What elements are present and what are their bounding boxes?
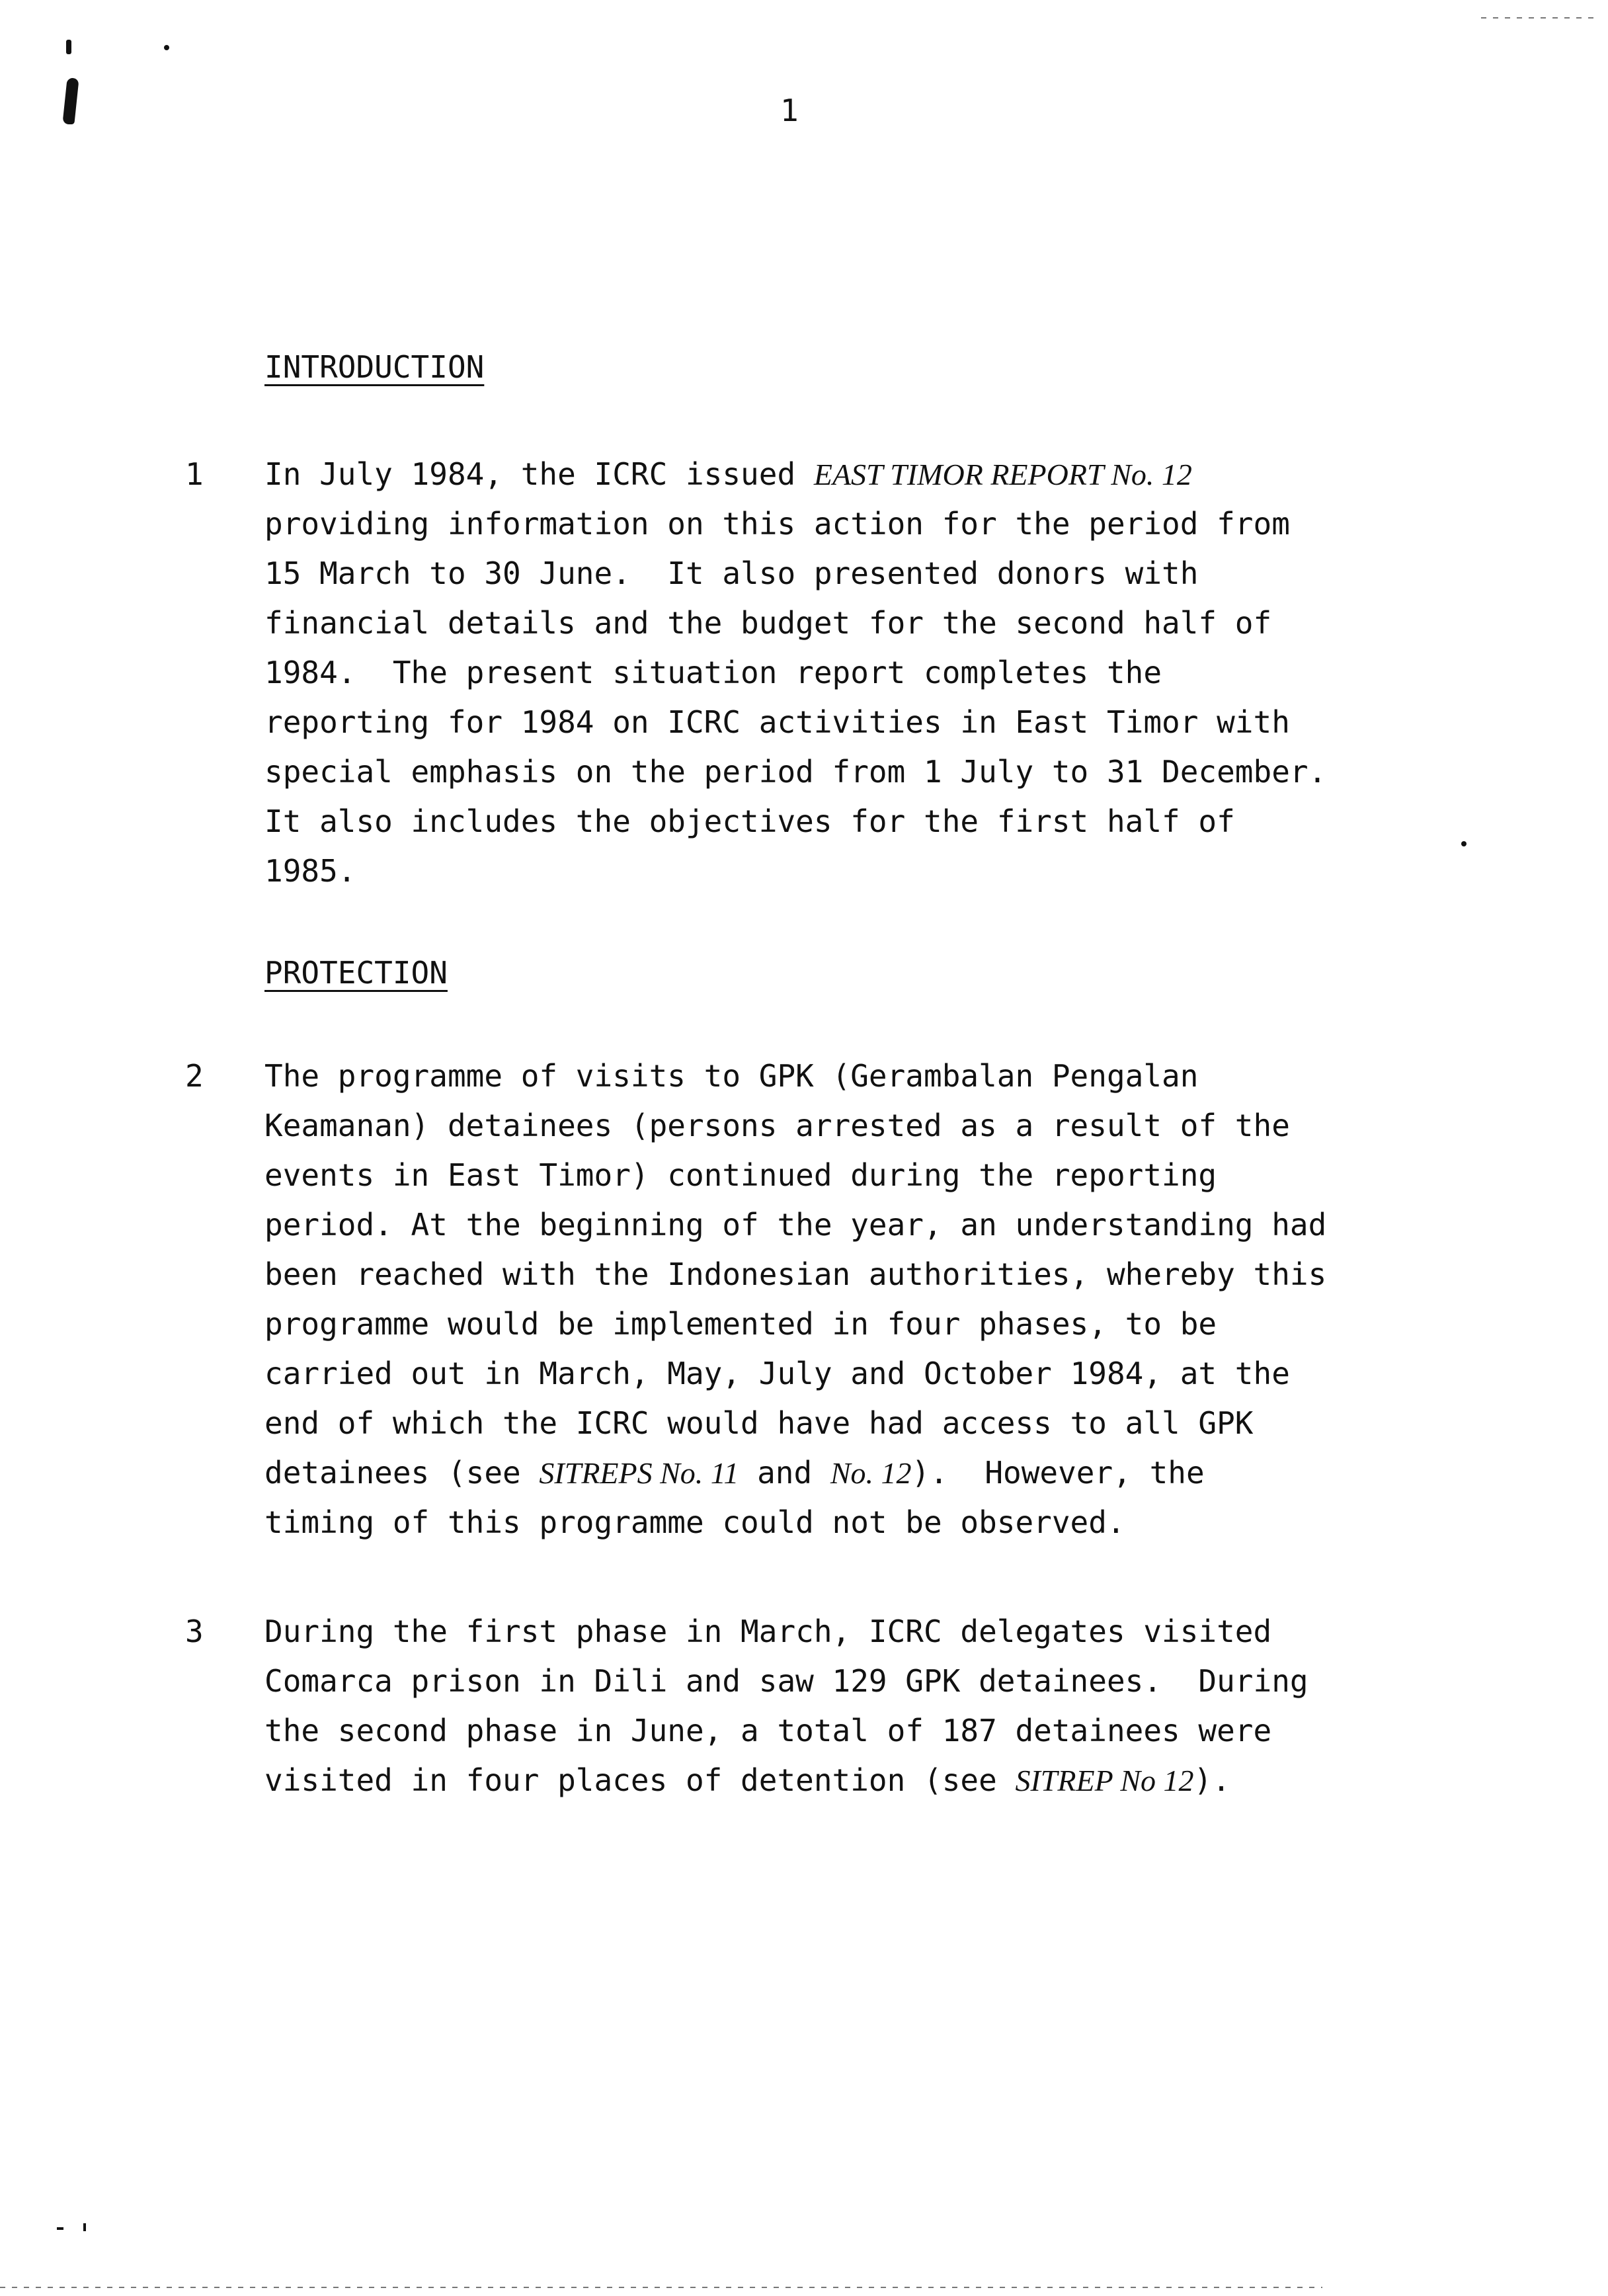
paragraph-number: 2 bbox=[185, 1058, 204, 1094]
paragraph-number: 3 bbox=[185, 1614, 204, 1649]
paragraph-line: In July 1984, the ICRC issued EAST TIMOR REPORT No. 12 bbox=[264, 456, 1192, 492]
paragraph-line: financial details and the budget for the second half of bbox=[264, 605, 1272, 641]
paragraph-line: 1984. The present situation report completes the bbox=[264, 655, 1162, 690]
paragraph-line: carried out in March, May, July and October 1984, at the bbox=[264, 1356, 1290, 1391]
scan-mark-bottom-left-2 bbox=[83, 2223, 86, 2231]
scan-mark-left-blot bbox=[62, 78, 79, 124]
paragraph-line: Keamanan) detainees (persons arrested as a result of the bbox=[264, 1108, 1290, 1143]
paragraph-body bbox=[264, 450, 1521, 896]
section-heading-protection: PROTECTION bbox=[264, 955, 448, 991]
page-number: 1 bbox=[780, 93, 799, 128]
scan-mark-top-left-dot bbox=[164, 45, 169, 50]
scan-line-bottom bbox=[0, 2287, 1322, 2288]
paragraph-line: providing information on this action for the period from bbox=[264, 506, 1290, 542]
paragraph-body bbox=[264, 1607, 1521, 1805]
paragraph-line: 15 March to 30 June. It also presented donors with bbox=[264, 555, 1199, 591]
scan-line-top-right bbox=[1481, 17, 1593, 19]
paragraph-line: visited in four places of detention (see SITREP No 12). bbox=[264, 1762, 1230, 1798]
paragraph-line: special emphasis on the period from 1 July to 31 December. bbox=[264, 754, 1327, 790]
paragraph-line: It also includes the objectives for the first half of bbox=[264, 803, 1235, 839]
scan-mark-bottom-left bbox=[57, 2227, 63, 2230]
paragraph-line: timing of this programme could not be observed. bbox=[264, 1504, 1125, 1540]
paragraph-line: been reached with the Indonesian authorities, whereby this bbox=[264, 1256, 1327, 1292]
paragraph-line: period. At the beginning of the year, an understanding had bbox=[264, 1207, 1327, 1243]
scan-mark-top-left bbox=[66, 40, 71, 54]
paragraph-line: end of which the ICRC would have had access to all GPK bbox=[264, 1405, 1254, 1441]
paragraph-line: events in East Timor) continued during the reporting bbox=[264, 1157, 1217, 1193]
paragraph-line: During the first phase in March, ICRC delegates visited bbox=[264, 1614, 1272, 1649]
paragraph-line: the second phase in June, a total of 187 detainees were bbox=[264, 1713, 1272, 1748]
paragraph-line: detainees (see SITREPS No. 11 and No. 12). However, the bbox=[264, 1455, 1205, 1491]
section-heading-introduction: INTRODUCTION bbox=[264, 349, 485, 385]
paragraph-line: The programme of visits to GPK (Gerambalan Pengalan bbox=[264, 1058, 1199, 1094]
paragraph-body bbox=[264, 1051, 1521, 1547]
paragraph-line: programme would be implemented in four phases, to be bbox=[264, 1306, 1217, 1342]
paragraph-line: Comarca prison in Dili and saw 129 GPK detainees. During bbox=[264, 1663, 1308, 1699]
paragraph-line: 1985. bbox=[264, 853, 356, 889]
paragraph-line: reporting for 1984 on ICRC activities in East Timor with bbox=[264, 704, 1290, 740]
paragraph-number: 1 bbox=[185, 456, 204, 492]
